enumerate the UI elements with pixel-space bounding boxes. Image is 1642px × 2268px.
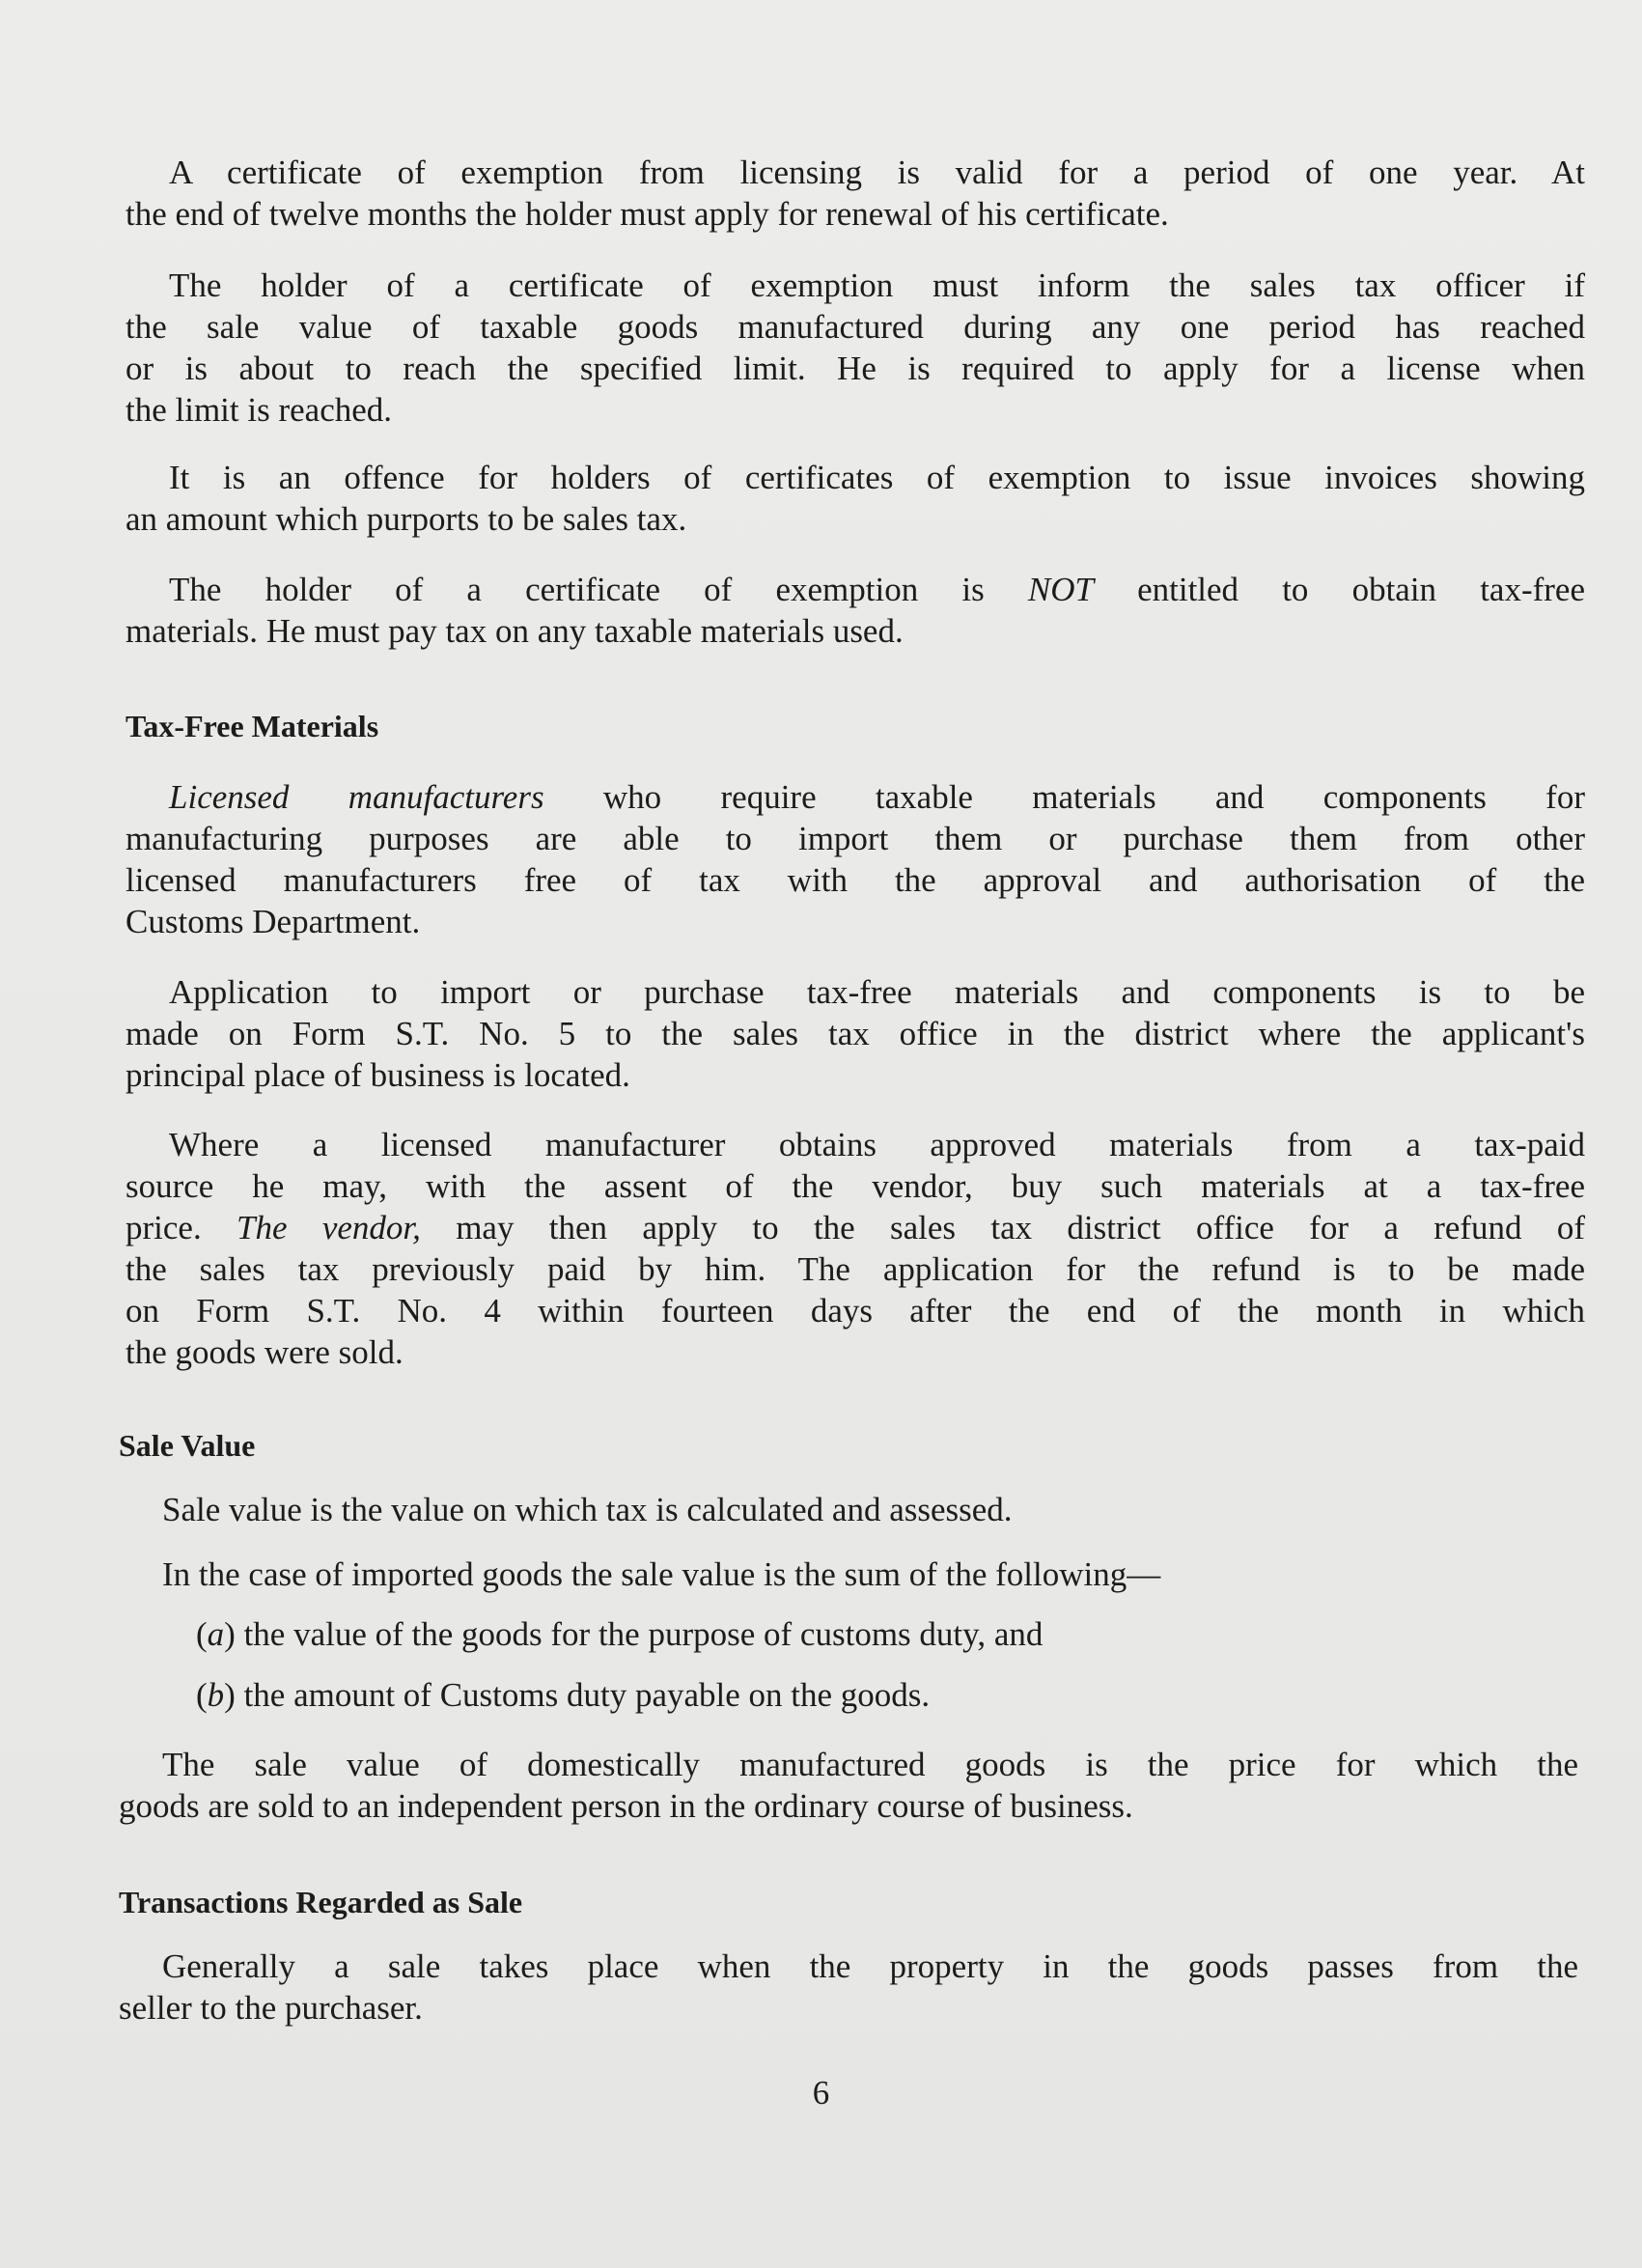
paragraph-offence xyxy=(125,457,1585,540)
text-segment: Generally a sale takes place when the property in the goods passes from the xyxy=(162,1947,1578,1985)
text-line xyxy=(125,1331,1585,1373)
heading-sale-value: Sale Value xyxy=(119,1428,256,1463)
text-line xyxy=(125,1013,1585,1054)
list-item-a xyxy=(196,1613,1043,1655)
list-marker: (a) xyxy=(196,1615,236,1653)
paragraph-inform-officer xyxy=(125,265,1585,431)
text-segment: licensed manufacturers free of tax with the approval and authorisation of the xyxy=(125,861,1585,899)
text-line xyxy=(119,1946,1578,1987)
text-segment: Where a licensed manufacturer obtains approved materials from a tax-paid xyxy=(169,1126,1585,1163)
text-line xyxy=(125,818,1585,859)
text-segment: the goods were sold. xyxy=(125,1333,404,1371)
paragraph-application xyxy=(125,971,1585,1096)
text-segment: on Form S.T. No. 4 within fourteen days after the end of the month in which xyxy=(125,1292,1585,1330)
text-line xyxy=(125,901,1585,942)
text-line xyxy=(119,1987,1578,2029)
text-line xyxy=(125,306,1585,348)
text-segment: The sale value of domestically manufactured goods is the price for which the xyxy=(162,1746,1578,1783)
page-number: 6 xyxy=(812,2074,830,2112)
text-segment: source he may, with the assent of the vendor, buy such materials at a tax-free xyxy=(125,1167,1585,1205)
text-segment: an amount which purports to be sales tax. xyxy=(125,500,687,538)
text-line xyxy=(125,1054,1585,1096)
text-segment: who require taxable materials and components for xyxy=(543,778,1585,816)
text-line xyxy=(119,1554,1578,1595)
text-segment: the end of twelve months the holder must apply for renewal of his certificate. xyxy=(125,195,1169,233)
italic-text: Licensed manufacturers xyxy=(169,778,544,816)
text-line xyxy=(125,1124,1585,1165)
text-line xyxy=(125,776,1585,818)
paragraph-not-entitled xyxy=(125,569,1585,652)
text-line xyxy=(125,389,1585,431)
text-line xyxy=(119,1785,1578,1827)
text-line xyxy=(125,1165,1585,1207)
text-line xyxy=(119,1744,1578,1785)
heading-tax-free-materials: Tax-Free Materials xyxy=(125,709,379,743)
text-segment: A certificate of exemption from licensing is valid for a period of one year. At xyxy=(169,154,1585,191)
text-line xyxy=(125,1290,1585,1331)
text-line xyxy=(125,971,1585,1013)
text-segment: materials. He must pay tax on any taxable materials used. xyxy=(125,612,904,650)
text-line xyxy=(125,569,1585,610)
italic-text: NOT xyxy=(1027,571,1094,608)
text-line xyxy=(125,193,1585,235)
paragraph-certificate-validity xyxy=(125,152,1585,235)
text-segment: the limit is reached. xyxy=(125,391,393,429)
paragraph-sale-takes-place xyxy=(119,1946,1578,2029)
text-line xyxy=(125,610,1585,652)
text-segment: Customs Department. xyxy=(125,903,421,940)
paragraph-licensed-manufacturers xyxy=(125,776,1585,942)
text-segment: entitled to obtain tax-free xyxy=(1093,571,1586,608)
text-segment: or is about to reach the specified limit. He is required to apply for a license when xyxy=(125,350,1585,387)
heading-transactions-regarded-as-sale: Transactions Regarded as Sale xyxy=(119,1885,523,1919)
paragraph-imported-goods xyxy=(119,1554,1578,1595)
text-line xyxy=(125,457,1585,498)
text-segment: Sale value is the value on which tax is calculated and assessed. xyxy=(162,1491,1013,1528)
text-segment: The holder of a certificate of exemption is xyxy=(169,571,1028,608)
text-segment: may then apply to the sales tax district office for a refund of xyxy=(420,1209,1586,1246)
list-item-b xyxy=(196,1674,930,1716)
paragraph-domestic-goods xyxy=(119,1744,1578,1827)
text-line xyxy=(125,265,1585,306)
italic-text: The vendor, xyxy=(237,1209,421,1246)
paragraph-tax-paid-source xyxy=(125,1124,1585,1373)
text-segment: seller to the purchaser. xyxy=(119,1989,423,2027)
text-segment: In the case of imported goods the sale value is the sum of the following— xyxy=(162,1555,1161,1593)
list-item-text: the value of the goods for the purpose of customs duty, and xyxy=(235,1615,1044,1653)
text-segment: The holder of a certificate of exemption must inform the sales tax officer if xyxy=(169,266,1585,304)
list-marker: (b) xyxy=(196,1676,236,1714)
text-segment: goods are sold to an independent person in the ordinary course of business. xyxy=(119,1787,1133,1825)
text-line xyxy=(125,152,1585,193)
text-line xyxy=(125,1248,1585,1290)
text-segment: manufacturing purposes are able to import them or purchase them from other xyxy=(125,820,1585,857)
text-line xyxy=(125,1207,1585,1248)
list-item-text: the amount of Customs duty payable on the goods. xyxy=(235,1676,931,1714)
text-segment: price. xyxy=(125,1209,237,1246)
text-segment: the sale value of taxable goods manufactured during any one period has reached xyxy=(125,308,1585,346)
text-line xyxy=(119,1489,1578,1530)
text-segment: Application to import or purchase tax-free materials and components is to be xyxy=(169,973,1585,1011)
text-segment: the sales tax previously paid by him. The application for the refund is to be made xyxy=(125,1250,1585,1288)
text-line xyxy=(125,498,1585,540)
text-line xyxy=(125,859,1585,901)
text-segment: principal place of business is located. xyxy=(125,1056,630,1094)
text-line xyxy=(125,348,1585,389)
text-segment: It is an offence for holders of certificates of exemption to issue invoices showing xyxy=(169,459,1585,496)
text-segment: made on Form S.T. No. 5 to the sales tax office in the district where the applicant's xyxy=(125,1015,1585,1052)
paragraph-sale-value-definition xyxy=(119,1489,1578,1530)
